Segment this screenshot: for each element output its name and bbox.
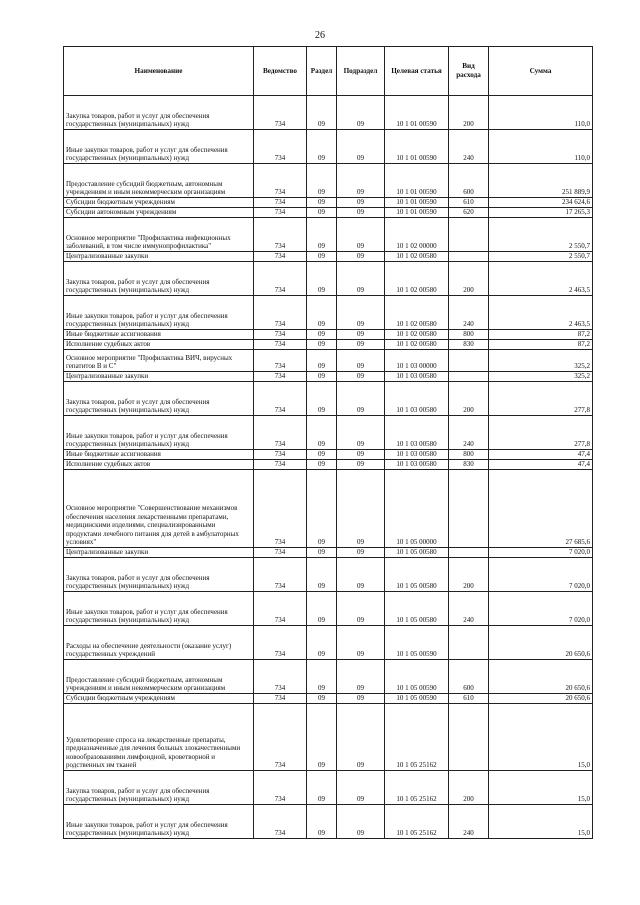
cell-department: 734 (254, 626, 307, 660)
cell-subsection: 09 (337, 130, 385, 164)
cell-expense-type: 200 (449, 262, 489, 296)
cell-name: Централизованные закупки (64, 252, 254, 262)
table-row (64, 416, 593, 450)
cell-target-article: 10 1 05 25162 (385, 805, 449, 839)
table-row (64, 330, 593, 340)
cell-name: Иные бюджетные ассигнования (64, 450, 254, 460)
table-row (64, 460, 593, 470)
cell-section: 09 (307, 592, 337, 626)
cell-section: 09 (307, 218, 337, 252)
cell-section: 09 (307, 558, 337, 592)
cell-department: 734 (254, 164, 307, 198)
cell-subsection: 09 (337, 262, 385, 296)
table-row (64, 252, 593, 262)
cell-subsection: 09 (337, 460, 385, 470)
cell-target-article: 10 1 02 00580 (385, 252, 449, 262)
cell-section: 09 (307, 771, 337, 805)
cell-department: 734 (254, 296, 307, 330)
cell-department: 734 (254, 262, 307, 296)
cell-target-article: 10 1 02 00000 (385, 218, 449, 252)
cell-target-article: 10 1 01 00590 (385, 198, 449, 208)
cell-expense-type: 200 (449, 771, 489, 805)
cell-amount: 277,8 (489, 382, 593, 416)
cell-amount: 17 265,3 (489, 208, 593, 218)
cell-department: 734 (254, 558, 307, 592)
cell-section: 09 (307, 460, 337, 470)
cell-section: 09 (307, 382, 337, 416)
cell-expense-type: 200 (449, 382, 489, 416)
cell-subsection: 09 (337, 330, 385, 340)
cell-expense-type: 610 (449, 694, 489, 704)
cell-name: Субсидии бюджетным учреждениям (64, 694, 254, 704)
cell-section: 09 (307, 660, 337, 694)
cell-subsection: 09 (337, 218, 385, 252)
cell-name: Иные закупки товаров, работ и услуг для обеспечения государственных (муниципальных) нужд (64, 130, 254, 164)
cell-amount: 15,0 (489, 704, 593, 771)
cell-section: 09 (307, 350, 337, 372)
cell-name: Основное мероприятие "Профилактика ВИЧ, вирусных гепатитов В и С" (64, 350, 254, 372)
cell-target-article: 10 1 02 00580 (385, 262, 449, 296)
cell-amount: 325,2 (489, 350, 593, 372)
table-body (64, 96, 593, 839)
header-expense-type: Вид расхода (449, 47, 489, 96)
table-row (64, 704, 593, 771)
cell-subsection: 09 (337, 252, 385, 262)
table-row (64, 771, 593, 805)
cell-target-article: 10 1 01 00590 (385, 96, 449, 130)
cell-expense-type: 240 (449, 592, 489, 626)
cell-amount: 20 650,6 (489, 660, 593, 694)
cell-amount: 7 020,0 (489, 558, 593, 592)
cell-target-article: 10 1 03 00580 (385, 372, 449, 382)
header-amount: Сумма (489, 47, 593, 96)
cell-target-article: 10 1 01 00590 (385, 164, 449, 198)
cell-subsection: 09 (337, 548, 385, 558)
budget-table (63, 46, 593, 839)
cell-section: 09 (307, 704, 337, 771)
cell-target-article: 10 1 01 00590 (385, 130, 449, 164)
cell-expense-type: 600 (449, 164, 489, 198)
cell-subsection: 09 (337, 592, 385, 626)
cell-department: 734 (254, 548, 307, 558)
cell-amount: 2 550,7 (489, 218, 593, 252)
cell-section: 09 (307, 262, 337, 296)
header-section: Раздел (307, 47, 337, 96)
cell-target-article: 10 1 02 00580 (385, 296, 449, 330)
cell-section: 09 (307, 416, 337, 450)
cell-target-article: 10 1 05 25162 (385, 771, 449, 805)
cell-section: 09 (307, 372, 337, 382)
cell-subsection: 09 (337, 340, 385, 350)
cell-section: 09 (307, 805, 337, 839)
table-row (64, 372, 593, 382)
cell-expense-type: 620 (449, 208, 489, 218)
table-row (64, 262, 593, 296)
cell-expense-type (449, 626, 489, 660)
cell-department: 734 (254, 252, 307, 262)
cell-amount: 20 650,6 (489, 694, 593, 704)
cell-expense-type: 610 (449, 198, 489, 208)
table-row (64, 208, 593, 218)
cell-amount: 7 020,0 (489, 548, 593, 558)
cell-expense-type (449, 350, 489, 372)
cell-subsection: 09 (337, 558, 385, 592)
cell-target-article: 10 1 03 00580 (385, 416, 449, 450)
table-row (64, 164, 593, 198)
cell-name: Закупка товаров, работ и услуг для обеспечения государственных (муниципальных) нужд (64, 558, 254, 592)
cell-name: Основное мероприятие "Профилактика инфекционных заболеваний, в том числе иммунопрофилактика" (64, 218, 254, 252)
header-target-article: Целевая статья (385, 47, 449, 96)
cell-department: 734 (254, 372, 307, 382)
cell-department: 734 (254, 805, 307, 839)
cell-expense-type: 830 (449, 340, 489, 350)
table-row (64, 805, 593, 839)
cell-name: Субсидии автономным учреждениям (64, 208, 254, 218)
cell-department: 734 (254, 96, 307, 130)
cell-department: 734 (254, 382, 307, 416)
cell-section: 09 (307, 130, 337, 164)
cell-name: Закупка товаров, работ и услуг для обеспечения государственных (муниципальных) нужд (64, 382, 254, 416)
cell-section: 09 (307, 340, 337, 350)
cell-expense-type: 240 (449, 130, 489, 164)
cell-amount: 15,0 (489, 771, 593, 805)
cell-subsection: 09 (337, 660, 385, 694)
cell-name: Исполнение судебных актов (64, 460, 254, 470)
cell-subsection: 09 (337, 372, 385, 382)
table-row (64, 626, 593, 660)
cell-target-article: 10 1 02 00580 (385, 340, 449, 350)
cell-department: 734 (254, 208, 307, 218)
cell-expense-type (449, 548, 489, 558)
table-row (64, 382, 593, 416)
cell-department: 734 (254, 694, 307, 704)
cell-department: 734 (254, 460, 307, 470)
cell-name: Закупка товаров, работ и услуг для обеспечения государственных (муниципальных) нужд (64, 262, 254, 296)
table-row (64, 198, 593, 208)
cell-target-article: 10 1 05 25162 (385, 704, 449, 771)
cell-section: 09 (307, 694, 337, 704)
cell-expense-type: 830 (449, 460, 489, 470)
cell-target-article: 10 1 05 00580 (385, 592, 449, 626)
cell-expense-type (449, 470, 489, 548)
cell-department: 734 (254, 330, 307, 340)
cell-subsection: 09 (337, 350, 385, 372)
cell-amount: 2 550,7 (489, 252, 593, 262)
cell-section: 09 (307, 626, 337, 660)
header-name: Наименование (64, 47, 254, 96)
cell-amount: 234 624,6 (489, 198, 593, 208)
cell-department: 734 (254, 218, 307, 252)
cell-section: 09 (307, 96, 337, 130)
cell-name: Субсидии бюджетным учреждениям (64, 198, 254, 208)
cell-department: 734 (254, 416, 307, 450)
cell-department: 734 (254, 470, 307, 548)
cell-department: 734 (254, 350, 307, 372)
cell-name: Предоставление субсидий бюджетным, автономным учреждениям и иным некоммерческим организациям (64, 660, 254, 694)
cell-amount: 20 650,6 (489, 626, 593, 660)
cell-amount: 2 463,5 (489, 262, 593, 296)
cell-amount: 325,2 (489, 372, 593, 382)
cell-department: 734 (254, 704, 307, 771)
cell-name: Исполнение судебных актов (64, 340, 254, 350)
cell-name: Централизованные закупки (64, 372, 254, 382)
table-row (64, 350, 593, 372)
cell-department: 734 (254, 660, 307, 694)
cell-amount: 7 020,0 (489, 592, 593, 626)
cell-section: 09 (307, 548, 337, 558)
cell-target-article: 10 1 03 00000 (385, 350, 449, 372)
cell-subsection: 09 (337, 382, 385, 416)
cell-name: Предоставление субсидий бюджетным, автономным учреждениям и иным некоммерческим организациям (64, 164, 254, 198)
cell-name: Иные бюджетные ассигнования (64, 330, 254, 340)
cell-expense-type: 240 (449, 296, 489, 330)
cell-name: Иные закупки товаров, работ и услуг для обеспечения государственных (муниципальных) нужд (64, 296, 254, 330)
cell-expense-type: 600 (449, 660, 489, 694)
cell-name: Иные закупки товаров, работ и услуг для обеспечения государственных (муниципальных) нужд (64, 805, 254, 839)
table-row (64, 340, 593, 350)
cell-expense-type (449, 252, 489, 262)
cell-section: 09 (307, 252, 337, 262)
cell-section: 09 (307, 208, 337, 218)
cell-amount: 15,0 (489, 805, 593, 839)
table-row (64, 296, 593, 330)
cell-expense-type (449, 218, 489, 252)
table-row (64, 450, 593, 460)
cell-target-article: 10 1 05 00590 (385, 626, 449, 660)
page-number: 26 (315, 30, 325, 41)
cell-subsection: 09 (337, 771, 385, 805)
cell-amount: 110,0 (489, 96, 593, 130)
cell-subsection: 09 (337, 626, 385, 660)
cell-department: 734 (254, 450, 307, 460)
cell-subsection: 09 (337, 198, 385, 208)
cell-section: 09 (307, 470, 337, 548)
cell-department: 734 (254, 340, 307, 350)
cell-target-article: 10 1 05 00580 (385, 548, 449, 558)
cell-name: Удовлетворение спроса на лекарственные препараты, предназначенные для лечения больных злокачественными новообразованиями лимфоидной, кроветворной и родственных им тканей (64, 704, 254, 771)
cell-amount: 27 685,6 (489, 470, 593, 548)
table-row (64, 592, 593, 626)
cell-target-article: 10 1 03 00580 (385, 382, 449, 416)
cell-name: Иные закупки товаров, работ и услуг для обеспечения государственных (муниципальных) нужд (64, 416, 254, 450)
cell-target-article: 10 1 03 00580 (385, 450, 449, 460)
cell-amount: 47,4 (489, 460, 593, 470)
cell-expense-type: 200 (449, 96, 489, 130)
cell-amount: 47,4 (489, 450, 593, 460)
cell-target-article: 10 1 05 00580 (385, 558, 449, 592)
cell-target-article: 10 1 03 00580 (385, 460, 449, 470)
cell-subsection: 09 (337, 450, 385, 460)
cell-target-article: 10 1 01 00590 (385, 208, 449, 218)
cell-expense-type (449, 704, 489, 771)
cell-subsection: 09 (337, 704, 385, 771)
cell-amount: 2 463,5 (489, 296, 593, 330)
cell-name: Иные закупки товаров, работ и услуг для обеспечения государственных (муниципальных) нужд (64, 592, 254, 626)
cell-expense-type: 240 (449, 805, 489, 839)
cell-name: Закупка товаров, работ и услуг для обеспечения государственных (муниципальных) нужд (64, 96, 254, 130)
table-header-row (64, 47, 593, 96)
cell-amount: 277,8 (489, 416, 593, 450)
header-department: Ведомство (254, 47, 307, 96)
header-subsection: Подраздел (337, 47, 385, 96)
cell-subsection: 09 (337, 694, 385, 704)
cell-name: Расходы на обеспечение деятельности (оказание услуг) государственных учреждений (64, 626, 254, 660)
table-row (64, 130, 593, 164)
cell-department: 734 (254, 130, 307, 164)
cell-name: Централизованные закупки (64, 548, 254, 558)
cell-department: 734 (254, 771, 307, 805)
cell-expense-type: 800 (449, 450, 489, 460)
cell-section: 09 (307, 450, 337, 460)
cell-subsection: 09 (337, 296, 385, 330)
cell-target-article: 10 1 05 00590 (385, 660, 449, 694)
cell-target-article: 10 1 02 00580 (385, 330, 449, 340)
cell-section: 09 (307, 198, 337, 208)
cell-subsection: 09 (337, 96, 385, 130)
table-row (64, 694, 593, 704)
table-row (64, 96, 593, 130)
cell-section: 09 (307, 330, 337, 340)
cell-expense-type: 800 (449, 330, 489, 340)
cell-expense-type: 240 (449, 416, 489, 450)
cell-subsection: 09 (337, 208, 385, 218)
table-row (64, 558, 593, 592)
cell-department: 734 (254, 198, 307, 208)
cell-subsection: 09 (337, 164, 385, 198)
cell-expense-type: 200 (449, 558, 489, 592)
cell-name: Закупка товаров, работ и услуг для обеспечения государственных (муниципальных) нужд (64, 771, 254, 805)
cell-department: 734 (254, 592, 307, 626)
table-row (64, 660, 593, 694)
cell-subsection: 09 (337, 470, 385, 548)
cell-name: Основное мероприятие "Совершенствование механизмов обеспечения населения лекарственными препаратами, медицинскими изделиями, специализированными продуктами лечебного питания для детей в амбулаторных условиях" (64, 470, 254, 548)
cell-amount: 87,2 (489, 340, 593, 350)
cell-expense-type (449, 372, 489, 382)
cell-subsection: 09 (337, 416, 385, 450)
cell-subsection: 09 (337, 805, 385, 839)
table-row (64, 548, 593, 558)
cell-amount: 251 889,9 (489, 164, 593, 198)
cell-section: 09 (307, 164, 337, 198)
table-row (64, 470, 593, 548)
cell-target-article: 10 1 05 00000 (385, 470, 449, 548)
cell-section: 09 (307, 296, 337, 330)
table-row (64, 218, 593, 252)
cell-amount: 110,0 (489, 130, 593, 164)
cell-target-article: 10 1 05 00590 (385, 694, 449, 704)
cell-amount: 87,2 (489, 330, 593, 340)
